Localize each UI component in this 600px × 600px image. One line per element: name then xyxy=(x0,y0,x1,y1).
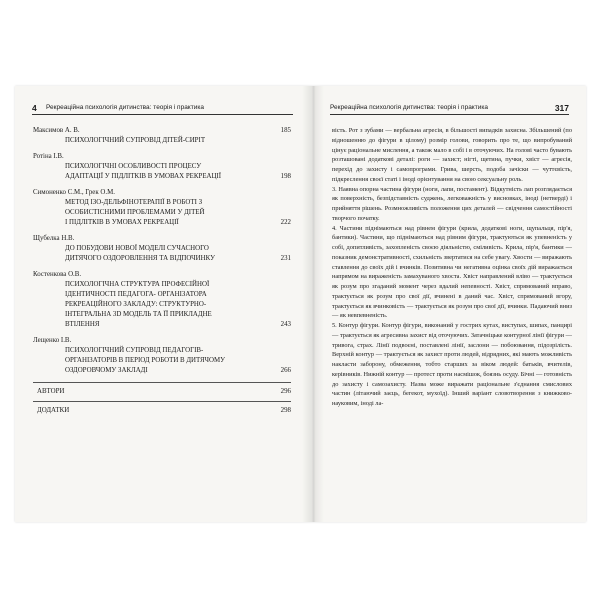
toc-entry[interactable] xyxy=(33,234,291,264)
toc-page-number: 198 xyxy=(280,173,291,180)
toc-author: Ротіна І.В. xyxy=(33,153,64,160)
table-of-contents xyxy=(33,126,291,418)
right-running-head: Рекреаційна психологія дитинства: теорія і практика xyxy=(330,104,488,111)
toc-entry[interactable] xyxy=(33,270,291,330)
toc-entry[interactable] xyxy=(33,126,291,146)
toc-page-number: 222 xyxy=(280,219,291,226)
toc-title: МЕТОД ІЗО-ДЕЛЬФІНОТЕРАПІЇ В РОБОТІ З ОСОБИСТІСНИМИ ПРОБЛЕМАМИ У ДІТЕЙ І ПІДЛІТКІВ В УМОВАХ РЕКРЕАЦІЇ xyxy=(65,199,205,226)
toc-author: Костенкова О.В. xyxy=(33,271,82,278)
toc-page-number: 298 xyxy=(280,407,291,414)
right-page-number: 317 xyxy=(554,103,569,113)
toc-author: Щубелка Н.В. xyxy=(33,235,75,242)
left-running-head: Рекреаційна психологія дитинства: теорія і практика xyxy=(46,104,204,111)
toc-title: ПСИХОЛОГІЧНІ ОСОБЛИВОСТІ ПРОЦЕСУ АДАПТАЦІЇ У ПІДЛІТКІВ В УМОВАХ РЕКРЕАЦІЇ xyxy=(65,163,222,180)
toc-entry[interactable] xyxy=(33,188,291,228)
toc-page-number: 296 xyxy=(280,388,291,395)
toc-title: ПСИХОЛОГІЧНА СТРУКТУРА ПРОФЕСІЙНОЇ ІДЕНТИЧНОСТІ ПЕДАГОГА- ОРГАНІЗАТОРА РЕКРЕАЦІЙНОГО ЗАКЛАДУ: СТРУКТУРНО- ІНТЕГРАЛЬНА 3D МОДЕЛЬ ТА ЇЇ ПРИКЛАДНЕ ВТІЛЕННЯ xyxy=(65,281,212,328)
toc-author: Максимов А. В. xyxy=(33,127,80,134)
left-running-header xyxy=(32,102,293,115)
toc-entry-appendices[interactable] xyxy=(33,401,291,416)
toc-entry[interactable] xyxy=(33,152,291,182)
toc-entry[interactable] xyxy=(33,336,291,376)
left-page-number: 4 xyxy=(32,103,37,113)
toc-author: Лещенко І.В. xyxy=(33,337,72,344)
left-page xyxy=(15,86,307,522)
toc-page-number: 266 xyxy=(280,367,291,374)
toc-title: ПСИХОЛОГІЧНИЙ СУПРОВІД ПЕДАГОГІВ- ОРГАНІЗАТОРІВ В ПЕРІОД РОБОТИ В ДИТЯЧОМУ ОЗДОРОВЧОМУ ЗАКЛАДІ xyxy=(65,347,226,374)
book-spread xyxy=(15,86,586,522)
toc-page-number: 185 xyxy=(280,127,291,134)
toc-label: ДОДАТКИ xyxy=(37,407,70,414)
right-page xyxy=(316,86,586,522)
toc-entry-authors[interactable] xyxy=(33,382,291,397)
toc-label: АВТОРИ xyxy=(37,388,65,395)
right-running-header xyxy=(330,102,569,115)
toc-page-number: 243 xyxy=(280,321,291,328)
toc-title: ДО ПОБУДОВИ НОВОЇ МОДЕЛІ СУЧАСНОГО ДИТЯЧОГО ОЗДОРОВЛЕННЯ ТА ВІДПОЧИНКУ xyxy=(65,245,215,262)
toc-page-number: 231 xyxy=(280,255,291,262)
toc-author: Симоненко С.М., Грек О.М. xyxy=(33,189,115,196)
toc-title: ПСИХОЛОГІЧНИЙ СУПРОВІД ДІТЕЙ-СИРІТ xyxy=(65,137,206,144)
body-text: вість. Рот з зубами — вербальна агресія, в більшості випадків захисна. Збільшений (по відношенню до фігури в цілому) розмір голови, говорить про те, що випробуваний цінує раціональне мислення, а також мало в собі і в оточуючих. На голові часто бувають розташовані додаткові деталі: роги — захист; нігті, щетина, пучки, хвіст — агресія, перехід до захисту і самопрограми. Грива, шерсть, подоба зачіски — чуттєвість, підкреслення своєї статі і іноді орієнтування на свою сексуальну роль. 3. Наявна опорна частина фігури (ноги, лапи, постамент). Відкутність лап розглядається як поверхність, безпідставність суджень, легковажність у висновках, іноді (нетверді) і прийняття рішень. Розмножливість положення цих деталей — свідчення самостійності творчого початку. 4. Частини піднімаються над рівнем фігури (крила, додаткові ноги, щупальця, пір'я, бантики). Частини, що піднімаються над рівним фігури, трактуються як упевненість у собі, допитливість, захопленість своєю діяльністю, сміливість. Крила, пір'я, бантики — показник демонстративності, схильність звертатися на себе увагу. Хвости — виражають ставлення до своїх дій і вчинків. Позитивна чи негативна оцінка своїх дій виражається напрямом на вираженість замахуваного хвоста. Хвіст направлений вліво — трактується як розум про згаданий момент через вдалий непевності. Хвіст, спрямований вправо, трактується як розум про свої дії, вчинені в даний час. Хвіст, спрямований вгору, трактується як вчинковість — трактується як розум про свої дії, вчинки. Падаючий вниз — як невпевненість. 5. Контур фігури. Контур фігури, виконаний у гострих кутах, виступах, шипах, панцирі — трактується як агресивна захист від оточуючих. Затачніцьке контурної лінії фігури — тривога, страх. Лінії подвоєні, поставлені лінії, заслони — побоювання, підозрілість. Верхній контур — трактується як захист проти людей, відрядних, які мають можливість накласти заборону, обмеження, тобто старших за віком людей: батьків, вчителів, керівників. Нижній контур — протест проти насмішок, боязнь осуду. Бічні — готовність до захисту і самозахисту. Назва може виражати раціональне з'єднання смислових частин (літаючий заєць, бегекот, мухоїд). Інший варіант словотворення з книжково-науковим, іноді ла- xyxy=(332,127,572,407)
